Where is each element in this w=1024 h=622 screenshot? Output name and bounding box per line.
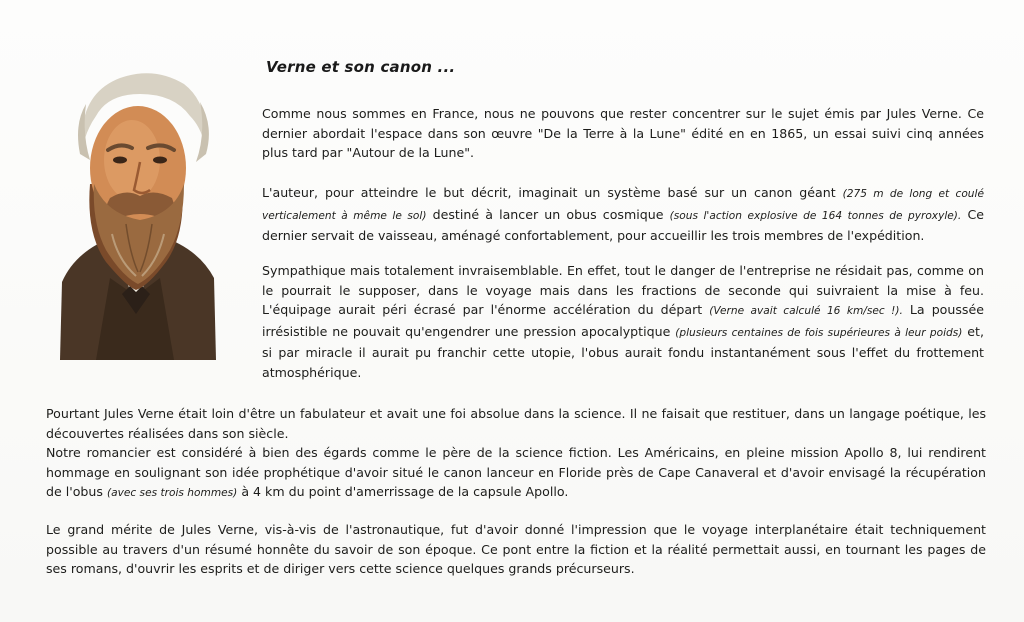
paragraph-3 [262,261,984,382]
paragraph-2-text-a: L'auteur, pour atteindre le but décrit, imaginait un système basé sur un canon géant [262,185,843,200]
paragraph-1-text: Comme nous sommes en France, nous ne pouvons que rester concentrer sur le sujet émis par Jules Verne. Ce dernier abordait l'espace dans son œuvre "De la Terre à la Lune" édité en en 1865, un essai suivi cinq années plus tard par "Autour de la Lune". [262,106,984,160]
paragraph-2-text-b: destiné à lancer un obus cosmique [426,206,670,222]
page-title: Verne et son canon ... [266,58,456,76]
paragraph-5 [46,520,986,579]
paragraph-3-text-b: La poussée irrésistible ne pouvait qu'engendrer une pression apocalyptique [262,302,984,339]
paragraph-2 [262,183,984,246]
paragraph-4-text-a: Pourtant Jules Verne était loin d'être un fabulateur et avait une foi absolue dans la science. Il ne faisait que restituer, dans un langage poétique, les découvertes réalisées dans son siècle. [46,406,986,441]
paragraph-2-note-2: (sous l'action explosive de 164 tonnes de pyroxyle). [669,209,962,222]
paragraph-4 [46,404,986,504]
paragraph-3-note-2: (plusieurs centaines de fois supérieures à leur poids) [675,326,963,339]
paragraph-4-text-c: à 4 km du point d'amerrissage de la capsule Apollo. [237,484,569,499]
paragraph-4-note-1: (avec ses trois hommes) [106,487,238,499]
paragraph-3-note-1: (Verne avait calculé 16 km/sec !). [709,305,903,317]
paragraph-2-note-1: (275 m de long et coulé verticalement à même le sol) [262,188,984,222]
paragraph-4-text-b: Notre romancier est considéré à bien des égards comme le père de la science fiction. Les Américains, en pleine mission Apollo 8, lui rendirent hommage en soulignant son idée prophétique d'avoir situé le canon lanceur en Floride près de Cape Canaveral et d'avoir envisagé la récupération de l'obus [46,445,986,499]
jules-verne-portrait [56,64,220,360]
paragraph-5-text: Le grand mérite de Jules Verne, vis-à-vis de l'astronautique, fut d'avoir donné l'impression que le voyage interplanétaire était techniquement possible au travers d'un résumé honnête du savoir de son époque. Ce pont entre la fiction et la réalité permettait aussi, en tournant les pages de ses romans, d'ouvrir les esprits et de diriger vers cette science quelques grands précurseurs. [46,522,986,576]
paragraph-2-text-c: Ce dernier servait de vaisseau, aménagé confortablement, pour accueillir les trois membres de l'expédition. [262,206,984,243]
paragraph-3-text-a: Sympathique mais totalement invraisemblable. En effet, tout le danger de l'entreprise ne résidait pas, comme on le pourrait le supposer, dans le voyage mais dans les fractions de seconde qui suivraient la mise à feu. L'équipage aurait péri écrasé par l'énorme accélération du départ [262,263,984,317]
paragraph-3-text-c: et, si par miracle il aurait pu franchir cette utopie, l'obus aurait fondu instantanément sous l'effet du frottement atmosphérique. [262,323,984,380]
paragraph-1 [262,104,984,163]
